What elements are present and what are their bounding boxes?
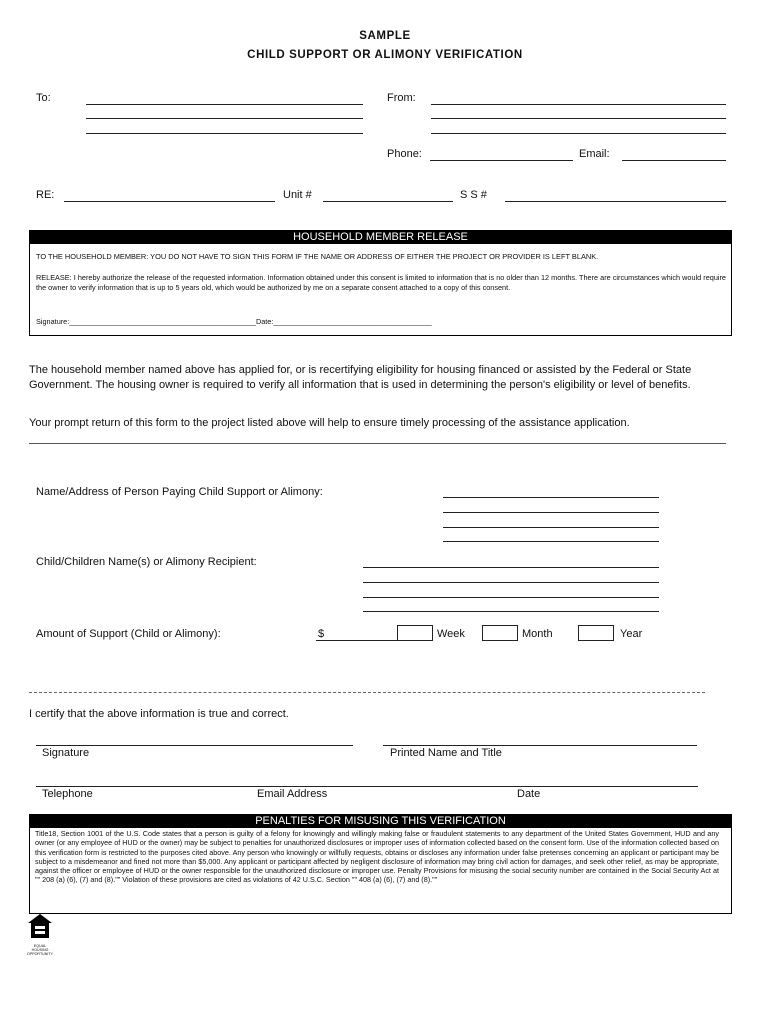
phone-label: Phone: [387, 148, 422, 160]
form-title: CHILD SUPPORT OR ALIMONY VERIFICATION [247, 49, 523, 61]
dashed-divider [29, 692, 705, 693]
equal-housing-icon [27, 913, 53, 939]
recipient-line-3[interactable] [363, 597, 659, 598]
recipient-label: Child/Children Name(s) or Alimony Recipient: [36, 556, 257, 568]
signature-label: Signature [42, 747, 90, 759]
release-heading: HOUSEHOLD MEMBER RELEASE [29, 230, 732, 244]
dollar-sign: $ [318, 628, 325, 640]
payer-label: Name/Address of Person Paying Child Support or Alimony: [36, 486, 323, 498]
sample-heading: SAMPLE [359, 30, 411, 42]
release-date-label: Date: [255, 317, 274, 326]
printed-name-line[interactable] [383, 745, 697, 746]
week-checkbox[interactable] [397, 625, 433, 641]
penalties-text: Title18, Section 1001 of the U.S. Code states that a person is guilty of a felony for knowingly and willingly making false or fraudulent statements to any department of the United States Government, HUD and any owner (or any employee of HUD or the owner) may be subject to penalties for unauthorized disclosures or improper uses of information collected based on the consent form. Use of the information collected based on this verification form is restricted to the purposes cited above. Any person who knowingly or willfully requests, obtains or discloses any information under false pretenses concerning an applicant or participant may be subject to a misdemeanor and fined not more than $5,000. Any applicant or participant affected by negligent disclosure of information may bring civil action for damages, and seek other relief, as may be appropriate, against the officer or employee of HUD or the owner responsible for the unauthorized disclosure or improper use. Penalty Provisions for misusing the social security number are contained in the Social Security Act at "" 208 (a) (6), (7) and (8)."" Violation of these provisions are cited as violations of 42 U.S.C. Section "" 408 (a) (6), (7) and (8)."" [35, 829, 719, 885]
printed-name-label: Printed Name and Title [390, 747, 502, 759]
release-date-blank[interactable]: _______________________________________ [273, 317, 432, 326]
from-label: From: [387, 92, 416, 104]
contact-line[interactable] [36, 786, 698, 787]
date-label: Date [517, 788, 541, 800]
week-label: Week [437, 628, 465, 640]
release-signature-row [36, 317, 432, 327]
year-label: Year [620, 628, 643, 640]
phone-line[interactable] [430, 160, 573, 161]
email-address-label: Email Address [257, 788, 328, 800]
from-line-3[interactable] [431, 133, 726, 134]
month-checkbox[interactable] [482, 625, 518, 641]
year-checkbox[interactable] [578, 625, 614, 641]
recipient-line-4[interactable] [363, 611, 659, 612]
from-line-1[interactable] [431, 104, 726, 105]
to-label: To: [36, 92, 51, 104]
email-line[interactable] [622, 160, 726, 161]
eligibility-paragraph: The household member named above has applied for, or is recertifying eligibility for housing financed or assisted by the Federal or State Government. The housing owner is required to verify all information that is used in determining the person's eligibility or level of benefits. [29, 364, 692, 391]
re-line[interactable] [64, 201, 275, 202]
payer-line-2[interactable] [443, 512, 659, 513]
from-line-2[interactable] [431, 118, 726, 119]
penalties-heading: PENALTIES FOR MISUSING THIS VERIFICATION [29, 814, 732, 828]
to-line-3[interactable] [86, 133, 363, 134]
payer-line-4[interactable] [443, 541, 659, 542]
release-signature-blank[interactable]: ______________________________________________ [69, 317, 256, 326]
release-signature-label: Signature: [36, 317, 70, 326]
to-line-1[interactable] [86, 104, 363, 105]
equal-housing-caption: EQUAL HOUSING OPPORTUNITY [27, 944, 53, 956]
equal-housing-logo [27, 913, 53, 956]
prompt-return-paragraph: Your prompt return of this form to the project listed above will help to ensure timely processing of the assistance application. [29, 417, 630, 429]
amount-label: Amount of Support (Child or Alimony): [36, 628, 221, 640]
signature-line[interactable] [36, 745, 353, 746]
recipient-line-2[interactable] [363, 582, 659, 583]
release-text: RELEASE: I hereby authorize the release of the requested information. Information obtained under this consent is limited to information that is no older than 12 months. There are circumstances which would require the owner to verify information that is up to 5 years old, which would be authorized by me on a separate consent attached to a copy of this consent. [36, 273, 726, 292]
payer-line-3[interactable] [443, 527, 659, 528]
to-line-2[interactable] [86, 118, 363, 119]
recipient-line-1[interactable] [363, 567, 659, 568]
payer-line-1[interactable] [443, 497, 659, 498]
ss-line[interactable] [505, 201, 726, 202]
re-label: RE: [36, 189, 55, 201]
email-label: Email: [579, 148, 610, 160]
section-divider [29, 443, 726, 444]
ss-label: S S # [460, 189, 487, 201]
unit-label: Unit # [283, 189, 312, 201]
telephone-label: Telephone [42, 788, 93, 800]
certify-statement: I certify that the above information is true and correct. [29, 708, 289, 720]
release-notice: TO THE HOUSEHOLD MEMBER: YOU DO NOT HAVE TO SIGN THIS FORM IF THE NAME OR ADDRESS OF EITHER THE PROJECT OR PROVIDER IS LEFT BLANK. [36, 252, 599, 261]
month-label: Month [522, 628, 553, 640]
amount-line[interactable] [316, 640, 398, 641]
unit-line[interactable] [323, 201, 453, 202]
